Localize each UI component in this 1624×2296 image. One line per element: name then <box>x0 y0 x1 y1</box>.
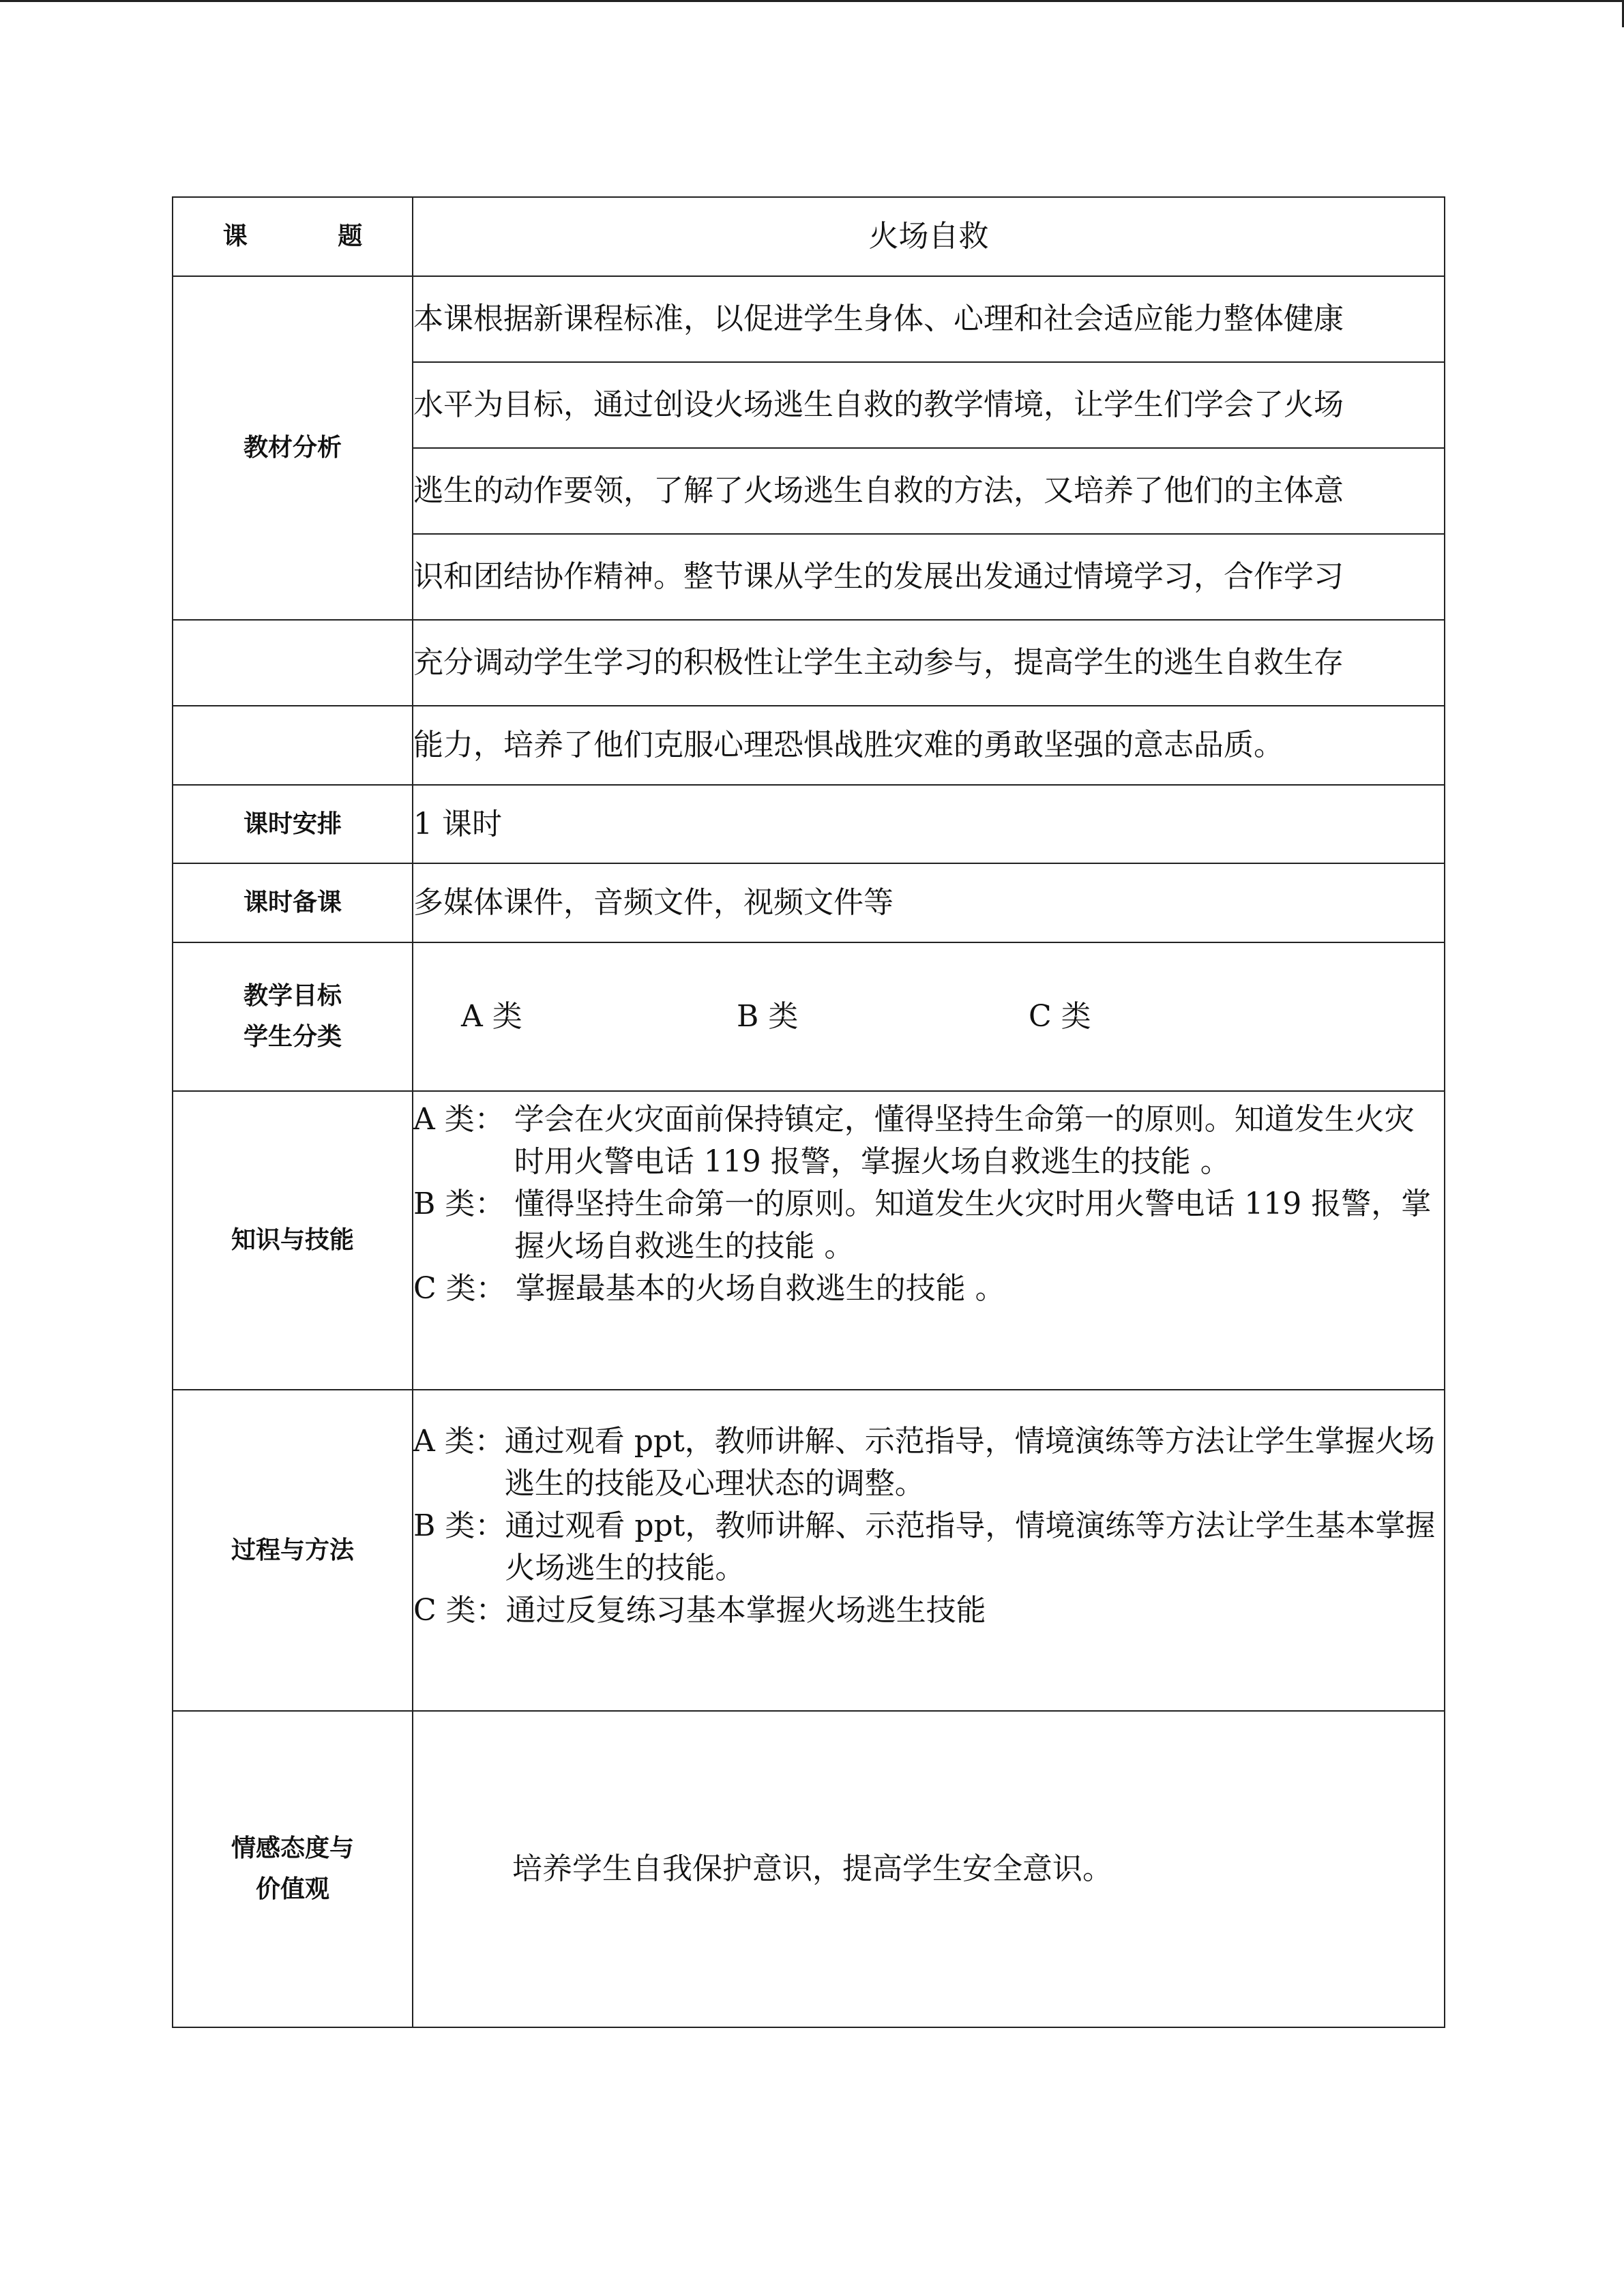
process-key-b: B 类： <box>413 1508 505 1543</box>
process-key-a: A 类： <box>413 1424 505 1459</box>
label-material: 教材分析 <box>173 276 413 620</box>
row-material-5 <box>173 620 1445 706</box>
label-hours: 课时安排 <box>173 785 413 863</box>
material-line-5: 充分调动学生学习的积极性让学生主动参与，提高学生的逃生自救生存 <box>413 620 1445 706</box>
page-top-rule <box>0 0 1624 2</box>
process-text-a: 通过观看 ppt，教师讲解、示范指导，情境演练等方法让学生掌握火场逃生的技能及心理状态的调整。 <box>504 1424 1435 1501</box>
knowledge-item-b <box>413 1183 1444 1268</box>
label-goal-line-2: 学生分类 <box>243 1023 342 1051</box>
category-b: B 类 <box>737 999 799 1034</box>
lesson-plan-table <box>172 196 1445 2028</box>
process-text-c: 通过反复练习基本掌握火场逃生技能 <box>505 1593 986 1628</box>
value-process <box>413 1390 1445 1711</box>
emotion-text: 培养学生自我保护意识，提高学生安全意识。 <box>512 1851 1112 1886</box>
value-knowledge <box>413 1091 1445 1390</box>
process-key-c: C 类： <box>413 1593 506 1628</box>
category-a: A 类 <box>461 999 522 1034</box>
row-goal <box>173 942 1445 1091</box>
row-material-1 <box>173 276 1445 362</box>
process-text-b: 通过观看 ppt，教师讲解、示范指导，情境演练等方法让学生基本掌握火场逃生的技能。 <box>505 1508 1436 1585</box>
row-knowledge <box>173 1091 1445 1390</box>
material-line-1: 本课根据新课程标准，以促进学生身体、心理和社会适应能力整体健康 <box>413 276 1445 362</box>
row-process <box>173 1390 1445 1711</box>
process-item-a <box>413 1420 1444 1505</box>
material-line-4: 识和团结协作精神。整节课从学生的发展出发通过情境学习，合作学习 <box>413 534 1445 620</box>
knowledge-text-c: 掌握最基本的火场自救逃生的技能 。 <box>515 1271 1005 1306</box>
process-item-c <box>413 1590 1444 1632</box>
label-knowledge: 知识与技能 <box>173 1091 413 1390</box>
row-emotion <box>173 1711 1445 2027</box>
value-prep: 多媒体课件，音频文件，视频文件等 <box>413 863 1445 942</box>
label-emotion-line-2: 价值观 <box>255 1875 329 1903</box>
value-categories <box>413 942 1445 1091</box>
label-goal <box>173 942 413 1091</box>
label-emotion-line-1: 情感态度与 <box>231 1834 354 1862</box>
label-process: 过程与方法 <box>173 1390 413 1711</box>
label-empty-2 <box>173 706 413 785</box>
knowledge-text-b: 懂得坚持生命第一的原则。知道发生火灾时用火警电话 119 报警，掌握火场自救逃生的技能 。 <box>514 1187 1432 1264</box>
knowledge-key-a: A 类： <box>413 1102 505 1137</box>
knowledge-text-a: 学会在火灾面前保持镇定，懂得坚持生命第一的原则。知道发生火灾时用火警电话 119 报警，掌握火场自救逃生的技能 。 <box>514 1102 1415 1179</box>
row-topic <box>173 197 1445 276</box>
row-material-6 <box>173 706 1445 785</box>
value-topic: 火场自救 <box>413 197 1445 276</box>
label-goal-line-1: 教学目标 <box>243 982 342 1010</box>
knowledge-item-c <box>413 1268 1444 1310</box>
category-c: C 类 <box>1029 999 1091 1034</box>
material-line-2: 水平为目标，通过创设火场逃生自救的教学情境，让学生们学会了火场 <box>413 362 1445 448</box>
row-prep <box>173 863 1445 942</box>
knowledge-key-b: B 类： <box>413 1187 505 1221</box>
label-topic: 课 题 <box>173 197 413 276</box>
value-emotion <box>413 1711 1445 2027</box>
label-emotion <box>173 1711 413 2027</box>
label-empty-1 <box>173 620 413 706</box>
row-hours <box>173 785 1445 863</box>
material-line-3: 逃生的动作要领，了解了火场逃生自救的方法，又培养了他们的主体意 <box>413 448 1445 534</box>
material-line-6: 能力，培养了他们克服心理恐惧战胜灾难的勇敢坚强的意志品质。 <box>413 706 1445 785</box>
knowledge-item-a <box>413 1099 1444 1183</box>
process-item-b <box>413 1505 1444 1590</box>
label-prep: 课时备课 <box>173 863 413 942</box>
knowledge-key-c: C 类： <box>413 1271 506 1306</box>
value-hours: 1 课时 <box>413 785 1445 863</box>
